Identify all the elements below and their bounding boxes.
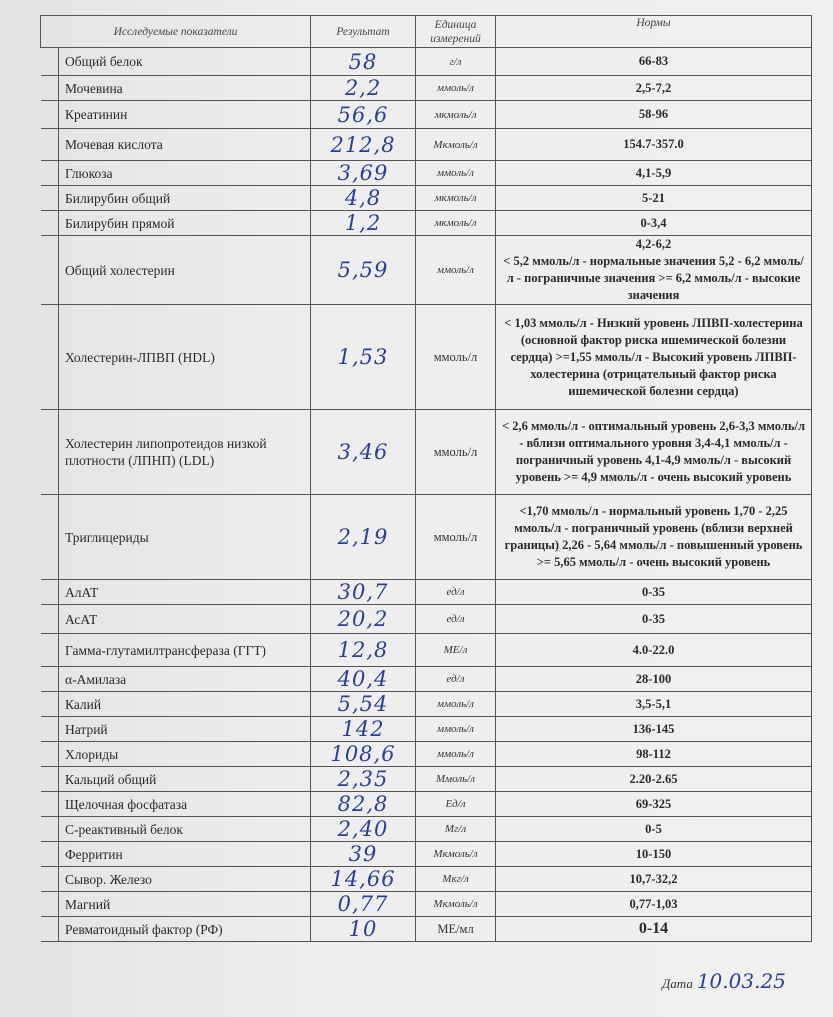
table-row <box>41 792 812 817</box>
indicator-name: Холестерин липопротеидов низкой плотности (ЛПНП) (LDL) <box>59 410 311 495</box>
result-value: 0,77 <box>311 892 416 917</box>
indicator-name: Кальций общий <box>59 767 311 792</box>
result-value: 2,19 <box>311 495 416 580</box>
indicator-name: Креатинин <box>59 101 311 129</box>
unit: мкмоль/л <box>416 186 496 211</box>
norm-range: 5-21 <box>496 186 812 211</box>
norm-range: 10,7-32,2 <box>496 867 812 892</box>
unit: ед/л <box>416 667 496 692</box>
table-row <box>41 667 812 692</box>
norm-range: 4.0-22.0 <box>496 634 812 667</box>
norm-range: 0-14 <box>496 917 812 942</box>
indicator-name: Мочевина <box>59 76 311 101</box>
norm-range: < 1,03 ммоль/л - Низкий уровень ЛПВП-холестерина (основной фактор риска ишемической болезни сердца) >=1,55 ммоль/л - Высокий уровень ЛПВП-холестерина (отрицательный фактор риска ишемической болезни сердца) <box>496 305 812 410</box>
row-margin <box>41 792 59 817</box>
row-margin <box>41 410 59 495</box>
table-row <box>41 211 812 236</box>
table-row <box>41 410 812 495</box>
norm-range: 2.20-2.65 <box>496 767 812 792</box>
result-value: 10 <box>311 917 416 942</box>
result-value: 1,53 <box>311 305 416 410</box>
row-margin <box>41 692 59 717</box>
indicator-name: α-Амилаза <box>59 667 311 692</box>
norm-range: 58-96 <box>496 101 812 129</box>
results-table <box>40 15 812 942</box>
table-row <box>41 129 812 161</box>
indicator-name: Мочевая кислота <box>59 129 311 161</box>
row-margin <box>41 76 59 101</box>
row-margin <box>41 634 59 667</box>
result-value: 20,2 <box>311 605 416 634</box>
result-value: 212,8 <box>311 129 416 161</box>
table-row <box>41 305 812 410</box>
norm-range: 2,5-7,2 <box>496 76 812 101</box>
row-margin <box>41 101 59 129</box>
norm-range: 0-5 <box>496 817 812 842</box>
result-value: 2,2 <box>311 76 416 101</box>
table-row <box>41 48 812 76</box>
result-value: 1,2 <box>311 211 416 236</box>
indicator-name: Ревматоидный фактор (РФ) <box>59 917 311 942</box>
result-value: 2,35 <box>311 767 416 792</box>
result-value: 108,6 <box>311 742 416 767</box>
norm-range: 0-3,4 <box>496 211 812 236</box>
table-row <box>41 742 812 767</box>
norm-range: 4,1-5,9 <box>496 161 812 186</box>
row-margin <box>41 667 59 692</box>
table-row <box>41 892 812 917</box>
row-margin <box>41 605 59 634</box>
unit: Мкг/л <box>416 867 496 892</box>
header-result: Результат <box>311 16 416 48</box>
result-value: 5,59 <box>311 236 416 305</box>
unit: ммоль/л <box>416 305 496 410</box>
indicator-name: Сывор. Железо <box>59 867 311 892</box>
result-value: 30,7 <box>311 580 416 605</box>
row-margin <box>41 211 59 236</box>
norm-range: 69-325 <box>496 792 812 817</box>
table-row <box>41 917 812 942</box>
row-margin <box>41 717 59 742</box>
table-row <box>41 692 812 717</box>
indicator-name: АсАТ <box>59 605 311 634</box>
indicator-name: Общий белок <box>59 48 311 76</box>
unit: Ммоль/л <box>416 767 496 792</box>
row-margin <box>41 580 59 605</box>
result-value: 142 <box>311 717 416 742</box>
result-value: 4,8 <box>311 186 416 211</box>
result-value: 82,8 <box>311 792 416 817</box>
indicator-name: Калий <box>59 692 311 717</box>
indicator-name: Билирубин прямой <box>59 211 311 236</box>
norm-range: <1,70 ммоль/л - нормальный уровень 1,70 - 2,25 ммоль/л - пограничный уровень (вблизи верхней границы) 2,26 - 5,64 ммоль/л - повышенный уровень >= 5,65 ммоль/л - очень высокий уровень <box>496 495 812 580</box>
indicator-name: Глюкоза <box>59 161 311 186</box>
result-value: 58 <box>311 48 416 76</box>
unit: ед/л <box>416 580 496 605</box>
unit: ммоль/л <box>416 692 496 717</box>
unit: Мкмоль/л <box>416 129 496 161</box>
row-margin <box>41 767 59 792</box>
indicator-name: Натрий <box>59 717 311 742</box>
result-value: 2,40 <box>311 817 416 842</box>
norm-range: 136-145 <box>496 717 812 742</box>
unit: ммоль/л <box>416 236 496 305</box>
result-value: 3,69 <box>311 161 416 186</box>
indicator-name: Гамма-глутамилтрансфераза (ГГТ) <box>59 634 311 667</box>
result-value: 12,8 <box>311 634 416 667</box>
unit: ммоль/л <box>416 717 496 742</box>
indicator-name: Щелочная фосфатаза <box>59 792 311 817</box>
unit: Ед/л <box>416 792 496 817</box>
row-margin <box>41 867 59 892</box>
indicator-name: Холестерин-ЛПВП (HDL) <box>59 305 311 410</box>
unit: Мкмоль/л <box>416 892 496 917</box>
table-row <box>41 767 812 792</box>
table-row <box>41 817 812 842</box>
table-row <box>41 101 812 129</box>
row-margin <box>41 48 59 76</box>
table-row <box>41 236 812 305</box>
header-norms: Нормы <box>496 16 812 48</box>
header-unit: Единица измерений <box>416 16 496 48</box>
norm-range: 3,5-5,1 <box>496 692 812 717</box>
unit: ммоль/л <box>416 76 496 101</box>
unit: Мг/л <box>416 817 496 842</box>
row-margin <box>41 161 59 186</box>
date-label: Дата <box>662 976 693 991</box>
indicator-name: Хлориды <box>59 742 311 767</box>
table-row <box>41 186 812 211</box>
indicator-name: Общий холестерин <box>59 236 311 305</box>
unit: г/л <box>416 48 496 76</box>
indicator-name: АлАТ <box>59 580 311 605</box>
result-value: 40,4 <box>311 667 416 692</box>
norm-range: 28-100 <box>496 667 812 692</box>
unit: мкмоль/л <box>416 211 496 236</box>
indicator-name: Магний <box>59 892 311 917</box>
row-margin <box>41 842 59 867</box>
norm-range: 0-35 <box>496 605 812 634</box>
date <box>662 968 812 997</box>
table-row <box>41 717 812 742</box>
row-margin <box>41 186 59 211</box>
indicator-name: Билирубин общий <box>59 186 311 211</box>
norm-range: 4,2-6,2 < 5,2 ммоль/л - нормальные значения 5,2 - 6,2 ммоль/л - пограничные значения >= 6,2 ммоль/л - высокие значения <box>496 236 812 305</box>
unit: ммоль/л <box>416 742 496 767</box>
table-row <box>41 842 812 867</box>
table-row <box>41 76 812 101</box>
result-value: 3,46 <box>311 410 416 495</box>
table-header <box>41 16 812 48</box>
table-row <box>41 580 812 605</box>
table-row <box>41 634 812 667</box>
unit: ммоль/л <box>416 161 496 186</box>
header-indicator: Исследуемые показатели <box>41 16 311 48</box>
result-value: 56,6 <box>311 101 416 129</box>
date-value: 10.03.25 <box>696 969 786 993</box>
norm-range: 98-112 <box>496 742 812 767</box>
unit: ммоль/л <box>416 495 496 580</box>
row-margin <box>41 742 59 767</box>
table-row <box>41 161 812 186</box>
unit: Мкмоль/л <box>416 842 496 867</box>
unit: мкмоль/л <box>416 101 496 129</box>
row-margin <box>41 129 59 161</box>
table-row <box>41 605 812 634</box>
norm-range: 66-83 <box>496 48 812 76</box>
result-value: 14,66 <box>311 867 416 892</box>
unit: ммоль/л <box>416 410 496 495</box>
row-margin <box>41 892 59 917</box>
norm-range: < 2,6 ммоль/л - оптимальный уровень 2,6-3,3 ммоль/л - вблизи оптимального уровня 3,4-4,1 ммоль/л - пограничный уровень 4,1-4,9 ммоль/л - высокий уровень >= 4,9 ммоль/л - очень высокий уровень <box>496 410 812 495</box>
norm-range: 0,77-1,03 <box>496 892 812 917</box>
norm-range: 154.7-357.0 <box>496 129 812 161</box>
indicator-name: С-реактивный белок <box>59 817 311 842</box>
indicator-name: Ферритин <box>59 842 311 867</box>
row-margin <box>41 495 59 580</box>
unit: ед/л <box>416 605 496 634</box>
indicator-name: Триглицериды <box>59 495 311 580</box>
unit: МЕ/л <box>416 634 496 667</box>
norm-range: 0-35 <box>496 580 812 605</box>
norm-range: 10-150 <box>496 842 812 867</box>
result-value: 39 <box>311 842 416 867</box>
row-margin <box>41 917 59 942</box>
row-margin <box>41 305 59 410</box>
result-value: 5,54 <box>311 692 416 717</box>
row-margin <box>41 817 59 842</box>
unit: МЕ/мл <box>416 917 496 942</box>
table-row <box>41 867 812 892</box>
table-row <box>41 495 812 580</box>
row-margin <box>41 236 59 305</box>
